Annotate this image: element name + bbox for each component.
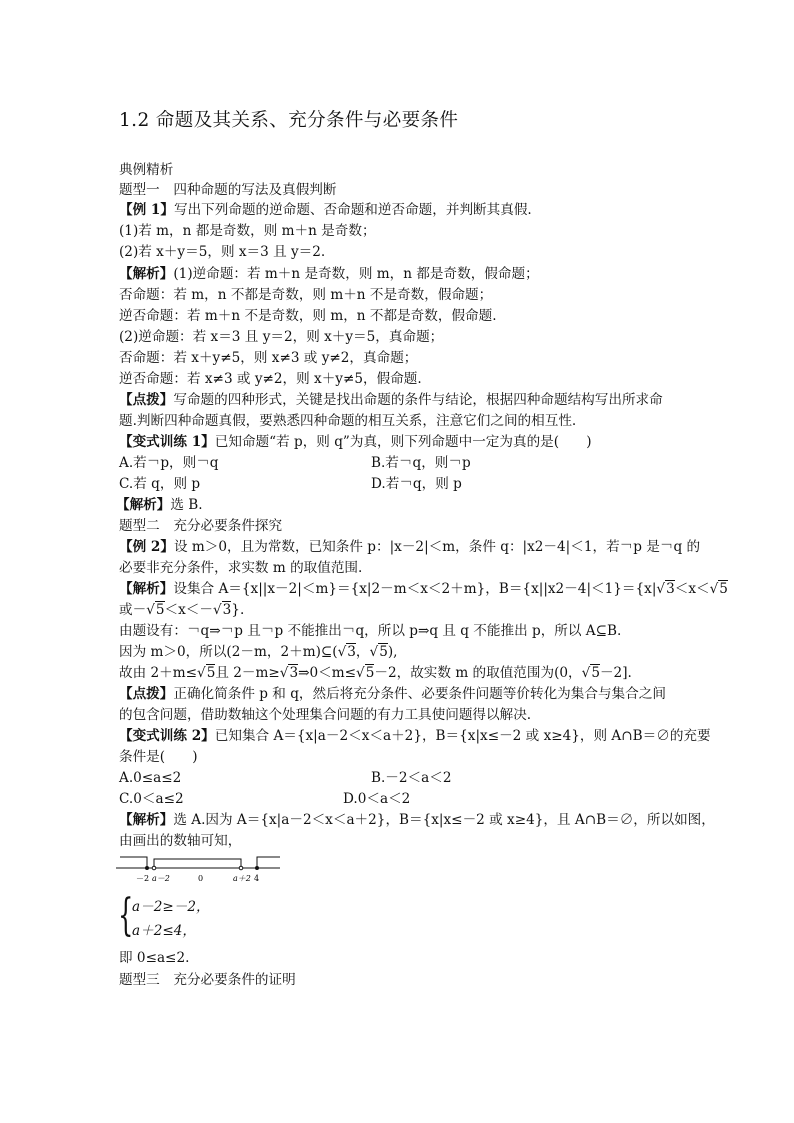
solution2-tag: 【解析】 xyxy=(119,581,174,597)
variant1-tag: 【变式训练 1】 xyxy=(119,434,215,450)
axis-label-a-minus-2: a－2 xyxy=(152,874,170,883)
solution1-line4: (2)逆命题：若 x＝3 且 y＝2，则 x＋y＝5，真命题； xyxy=(119,329,444,345)
variant2-solution-line1 xyxy=(119,810,715,830)
solution2-text-j: 且 2－m≥ xyxy=(215,665,280,681)
example1-text: 写出下列命题的逆命题、否命题和逆否命题，并判断其真假. xyxy=(173,202,532,218)
example2-line2: 必要非充分条件，求实数 m 的取值范围. xyxy=(119,560,363,576)
radical-5: 5 xyxy=(206,665,216,681)
example1-part1: (1)若 m，n 都是奇数，则 m＋n 是奇数； xyxy=(119,223,376,239)
point-4 xyxy=(255,866,259,870)
radical-5: 5 xyxy=(591,665,600,681)
tip2-tag: 【点拨】 xyxy=(119,686,174,702)
solution2-text-h: ), xyxy=(387,644,398,660)
solution1-line1 xyxy=(119,264,539,284)
solution2-text-g: ， xyxy=(355,644,370,660)
radical-5: 5 xyxy=(719,581,728,597)
variant2-text: 已知集合 A＝{x|a－2＜x＜a＋2}，B＝{x|x≤－2 或 x≥4}，则 A∩B＝∅的充要 xyxy=(214,728,711,744)
radical-3: 3 xyxy=(222,602,232,618)
solution2-text-b: ＜x＜ xyxy=(674,581,710,597)
number-line-diagram xyxy=(114,850,284,884)
example2-text: 设 m＞0，且为常数，已知条件 p：|x－2|＜m，条件 q：|x2－4|＜1，若￢p 是￢q 的 xyxy=(173,539,701,555)
variant2-option-b: B.－2＜a＜2 xyxy=(371,770,452,786)
solution2-line5: 故由 2＋m≤√5且 2－m≥√3⇒0＜m≤√5－2，故实数 m 的取值范围为(0，√5－2]. xyxy=(119,665,632,681)
point-a-minus-2 xyxy=(152,866,156,870)
variant2-result: 即 0≤a≤2. xyxy=(119,950,190,966)
solution2-text-a: 设集合 A＝{x||x－2|＜m}＝{x|2－m＜x＜2＋m}，B＝{x||x2－4|＜1}＝{x| xyxy=(173,581,657,597)
axis-label-4: 4 xyxy=(254,874,260,883)
set-b-right-ray xyxy=(257,857,280,868)
solution1-line3: 逆否命题：若 m＋n 不是奇数，则 m，n 不都是奇数，假命题. xyxy=(119,308,497,324)
page-title: 1.2 命题及其关系、充分条件与必要条件 xyxy=(119,110,459,131)
variant1 xyxy=(119,432,592,452)
example1-part2: (2)若 x＋y＝5，则 x＝3 且 y＝2. xyxy=(119,244,326,260)
example2-tag: 【例 2】 xyxy=(119,539,174,555)
type2-heading: 题型二 充分必要条件探究 xyxy=(119,518,283,534)
solution2-line1: 【解析】设集合 A＝{x||x－2|＜m}＝{x|2－m＜x＜2＋m}，B＝{x||x2－4|＜1}＝{x|√3＜x＜√5 xyxy=(119,581,728,597)
solution1-tag: 【解析】 xyxy=(119,266,174,282)
variant2-solution-line2: 由画出的数轴可知， xyxy=(119,833,242,849)
variant2-option-c: C.0＜a≤2 xyxy=(119,791,184,807)
example1-tag: 【例 1】 xyxy=(119,202,174,218)
variant2-line2: 条件是( ) xyxy=(119,749,198,765)
variant1-solution xyxy=(116,495,203,515)
variant2-solution-text: 选 A.因为 A＝{x|a－2＜x＜a＋2}，B＝{x|x≤－2 或 x≥4}，且 A∩B＝∅，所以如图， xyxy=(173,812,715,828)
tip1-text: 写命题的四种形式，关键是找出命题的条件与结论，根据四种命题结构写出所求命 xyxy=(173,392,663,408)
variant2-line1 xyxy=(119,726,711,746)
radical-3: 3 xyxy=(347,644,356,660)
system-brace: { xyxy=(118,890,134,941)
solution2-line3: 由题设有：￢q⇒￢p 且￢p 不能推出￢q，所以 p⇒q 且 q 不能推出 p，所以 A⊆B. xyxy=(119,623,622,639)
example1 xyxy=(119,200,532,220)
type1-heading: 题型一 四种命题的写法及真假判断 xyxy=(119,182,337,198)
variant2-option-d: D.0＜a＜2 xyxy=(343,791,411,807)
solution2-text-m: －2]. xyxy=(599,665,632,681)
solution2-text-i: 故由 2＋m≤ xyxy=(119,665,198,681)
radical-5: 5 xyxy=(155,602,165,618)
solution1-line2: 否命题：若 m，n 不都是奇数，则 m＋n 不是奇数，假命题； xyxy=(119,287,493,303)
solution2-text-e: }. xyxy=(231,602,245,618)
point-a-plus-2 xyxy=(239,866,243,870)
axis-label-minus-2: －2 xyxy=(136,874,150,883)
solution2-line2: 或－√5＜x＜－√3}. xyxy=(119,602,245,618)
solution2-line4: 因为 m＞0，所以(2－m，2＋m)⊆(√3，√5), xyxy=(119,644,398,660)
tip1-line2: 题.判断四种命题真假，要熟悉四种命题的相互关系，注意它们之间的相互性. xyxy=(119,413,577,429)
tip1-line1 xyxy=(119,390,663,410)
system-line1: a－2≥－2， xyxy=(132,899,210,915)
point-minus-2 xyxy=(145,866,149,870)
section-heading: 典例精析 xyxy=(119,162,174,178)
variant2-option-a: A.0≤a≤2 xyxy=(119,770,182,786)
solution2-text-f: 因为 m＞0，所以(2－m，2＋m)⊆( xyxy=(119,644,338,660)
variant2-tag: 【变式训练 2】 xyxy=(119,728,215,744)
set-b-left-ray xyxy=(120,857,147,868)
tip2-text: 正确化简条件 p 和 q，然后将充分条件、必要条件问题等价转化为集合与集合之间 xyxy=(173,686,666,702)
axis-label-zero: 0 xyxy=(198,874,204,883)
radical-3: 3 xyxy=(289,665,299,681)
radical-5: 5 xyxy=(365,665,375,681)
system-line2: a＋2≤4， xyxy=(132,923,196,939)
solution2-text-d: ＜x＜－ xyxy=(164,602,213,618)
solution2-text-l: －2，故实数 m 的取值范围为(0， xyxy=(374,665,582,681)
variant1-option-d: D.若￢q，则 p xyxy=(371,476,462,492)
solution1-text: (1)逆命题：若 m＋n 是奇数，则 m，n 都是奇数，假命题； xyxy=(173,266,539,282)
solution2-text-k: ⇒0＜m≤ xyxy=(298,665,357,681)
radical-5: 5 xyxy=(379,644,388,660)
variant1-text: 已知命题“若 p，则 q”为真，则下列命题中一定为真的是( ) xyxy=(214,434,592,450)
variant2-solution-tag: 【解析】 xyxy=(119,812,174,828)
solution1-line5: 否命题：若 x＋y≠5，则 x≠3 或 y≠2，真命题； xyxy=(119,350,418,366)
variant1-solution-text: 选 B. xyxy=(170,497,203,513)
axis-label-a-plus-2: a＋2 xyxy=(233,874,251,883)
tip2-line1 xyxy=(119,684,666,704)
tip2-line2: 的包含问题，借助数轴这个处理集合问题的有力工具使问题得以解决. xyxy=(119,707,532,723)
variant1-option-b: B.若￢q，则￢p xyxy=(371,455,471,471)
variant1-solution-tag: 【解析】 xyxy=(116,497,171,513)
example2-line1 xyxy=(119,537,700,557)
radical-3: 3 xyxy=(666,581,675,597)
variant1-option-c: C.若 q，则 p xyxy=(119,476,201,492)
variant1-option-a: A.若￢p，则￢q xyxy=(119,455,219,471)
type3-heading: 题型三 充分必要条件的证明 xyxy=(119,972,296,988)
solution1-line6: 逆否命题：若 x≠3 或 y≠2，则 x＋y≠5，假命题. xyxy=(119,371,422,387)
set-a-interval xyxy=(154,859,241,868)
solution2-text-c: 或－ xyxy=(119,602,147,618)
tip1-tag: 【点拨】 xyxy=(119,392,174,408)
